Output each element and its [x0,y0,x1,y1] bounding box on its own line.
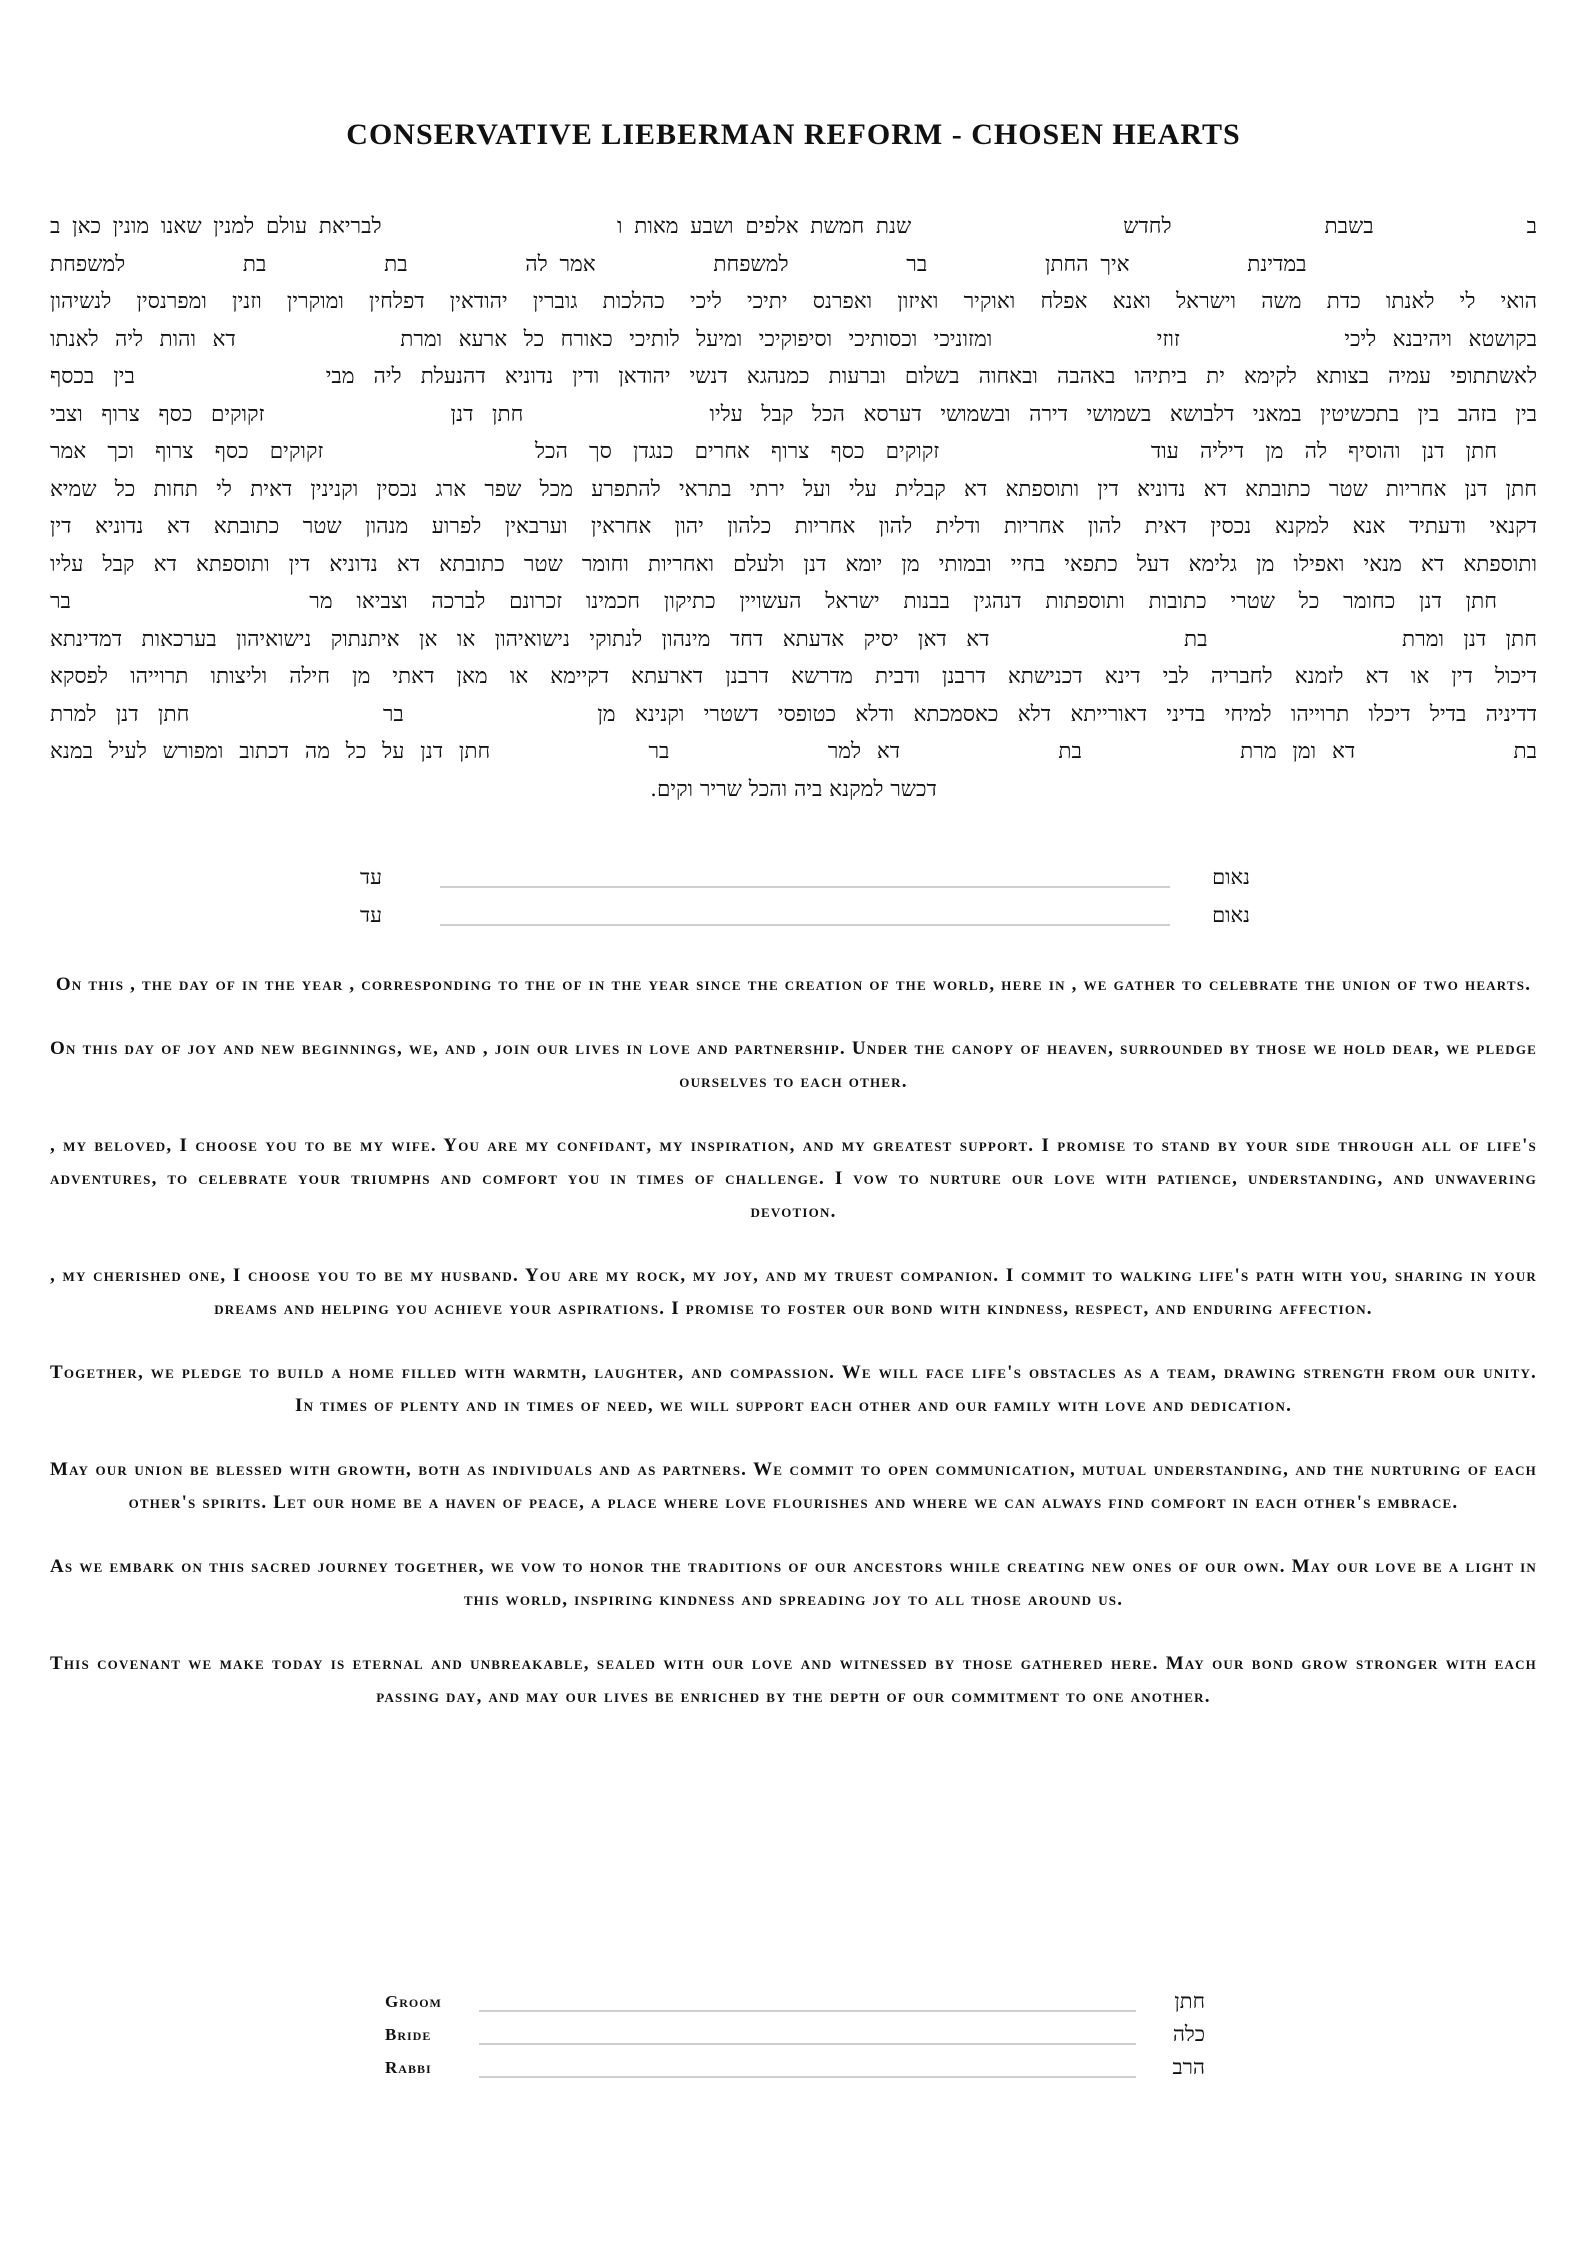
hebrew-line: בין בזהב בין בתכשיטין במאני דלבושא בשמושי דירה ובשמושי דערסא הכל קבל עליו חתן דנן זקוקים כסף צרוף וצבי [50,401,1537,427]
hebrew-line: דיכול דין או דא לזמנא לחבריה לבי דינא דכנישתא דרבנן ודבית מדרשא דרבנן דארעתא דקיימא או מאן דאתי מן חילה וליצותו תרוייהו לפסקא [50,664,1537,689]
signature-label-en: Groom [385,1991,442,2011]
hebrew-line: ב בשבת לחדש שנת חמשת אלפים ושבע מאות ו לבריאת עולם למנין שאנו מונין כאן ב [50,214,1537,239]
witness-signature-line[interactable] [440,866,1170,888]
hebrew-line: חתן דנן אחריות שטר כתובתא דא נדוניא דין ותוספתא דא קבלית עלי ועל ירתי בתראי להתפרע מכל שפר ארג נכסין וקנינין דאית לי תחות כל שמיא [50,476,1537,502]
witness-neum-label: נאום [1212,864,1250,889]
bride-signature-line[interactable] [479,2025,1136,2045]
hebrew-line: ותוספתא דא מנאי ואפילו מן גלימא דעל כתפאי בחיי ובמותי מן יומא דנן ולעלם ואחריות וחומר שטר כתובתא דא נדוניא דין ותוספתא דא קבל עליו [50,551,1537,577]
witness-row [360,858,1250,896]
english-paragraph-groom-vow: , my beloved, I choose you to be my wife. You are my confidant, my inspiration, and my greatest support. I promise to stand by your side through all of life's adventures, to celebrate your triumphs and comfort you in times of challenge. I vow to nurture our love with patience, understanding, and unwavering devotion. [50,1135,1537,1222]
hebrew-ketubah-text [50,208,1537,808]
witness-neum-label: נאום [1212,902,1250,927]
signature-label-en: Bride [385,2024,432,2044]
signature-label-he: חתן [1174,1989,1205,2013]
hebrew-line: במדינת איך החתן בר למשפחת אמר לה בת בת למשפחת [50,251,1537,277]
english-paragraph-bride-vow: , my cherished one, I choose you to be my husband. You are my rock, my joy, and my truest companion. I commit to walking life's path with you, sharing in your dreams and helping you achieve your aspirations. I promise to foster our bond with kindness, respect, and enduring affection. [50,1265,1537,1319]
witness-signatures [360,858,1250,934]
hebrew-line: חתן דנן ומרת בת דא דאן יסיק אדעתא דחד מינהון לנתוקי נישואיהון או אן איתנתוק נישואיהון בערכאות דמדינתא [50,626,1537,652]
witness-signature-line[interactable] [440,904,1170,926]
rabbi-signature-line[interactable] [479,2058,1136,2078]
signature-row-bride [385,2018,1205,2051]
signature-label-he: הרב [1172,2055,1205,2079]
hebrew-line: דקנאי ודעתיד אנא למקנא נכסין דאית להון אחריות ודלית להון אחריות כלהון יהון אחראין וערבאין לפרוע מנהון שטר כתובתא דא נדוניא דין [50,514,1537,539]
english-paragraph-together: Together, we pledge to build a home filled with warmth, laughter, and compassion. We will face life's obstacles as a team, drawing strength from our unity. In times of plenty and in times of need, we will support each other and our family with love and dedication. [50,1362,1537,1416]
witness-row [360,896,1250,934]
signature-label-en: Rabbi [385,2057,432,2077]
signature-block [385,1985,1205,2084]
english-paragraph-union: May our union be blessed with growth, both as individuals and as partners. We commit to open communication, mutual understanding, and the nurturing of each other's spirits. Let our home be a haven of peace, a place where love flourishes and where we can always find comfort in each other's embrace. [50,1459,1537,1513]
english-text [50,968,1537,1713]
document-title: CONSERVATIVE LIEBERMAN REFORM - CHOSEN HEARTS [346,118,1241,151]
hebrew-line: לאשתתופי עמיה בצותא לקימא ית ביתיהו באהבה ובאחוה בשלום וברעות כמנהגא דנשי יהודאן ודין נדוניא דהנעלת ליה מבי בין בכסף [50,364,1537,389]
hebrew-line: חתן דנן כחומר כל שטרי כתובות ותוספתות דנהגין בבנות ישראל העשויין כתיקון חכמינו זכרונם לברכה וצביאו מר בר [50,589,1497,614]
hebrew-line: בת דא ומן מרת בת דא למר בר חתן דנן על כל מה דכתוב ומפורש לעיל במנא [50,739,1537,764]
hebrew-line: חתן דנן והוסיף לה מן דיליה עוד זקוקים כסף צרוף אחרים כנגדן סך הכל זקוקים כסף צרוף וכך אמר [50,439,1497,464]
hebrew-line: הואי לי לאנתו כדת משה וישראל ואנא אפלח ואוקיר ואיזון ואפרנס יתיכי ליכי כהלכות גוברין יהודאין דפלחין ומוקרין וזנין ומפרנסין לנשיהון [50,289,1537,314]
english-paragraph-date: On this , the day of in the year , corresponding to the of in the year since the creation of the world, here in , we gather to celebrate the union of two hearts. [55,974,1532,995]
signature-row-groom [385,1985,1205,2018]
english-paragraph-intro: On this day of joy and new beginnings, we, and , join our lives in love and partnership. Under the canopy of heaven, surrounded by those we hold dear, we pledge ourselves to each other. [50,1038,1537,1092]
witness-ed-label: עד [360,902,382,927]
hebrew-line: בקושטא ויהיבנא ליכי זוזי ומזוניכי וכסותיכי וסיפוקיכי ומיעל לותיכי כאורח כל ארעא ומרת דא והות ליה לאנתו [50,326,1537,352]
groom-signature-line[interactable] [479,1992,1136,2012]
signature-row-rabbi [385,2051,1205,2084]
english-paragraph-covenant: This covenant we make today is eternal and unbreakable, sealed with our love and witnessed by those gathered here. May our bond grow stronger with each passing day, and may our lives be enriched by the depth of our commitment to one another. [50,1653,1537,1707]
signature-label-he: כלה [1172,2022,1205,2046]
english-paragraph-journey: As we embark on this sacred journey together, we vow to honor the traditions of our ancestors while creating new ones of our own. May our love be a light in this world, inspiring kindness and spreading joy to all those around us. [50,1556,1537,1610]
hebrew-line: דדיניה בדיל דיכלו תרוייהו למיחי בדיני דאורייתא דלא כאסמכתא ודלא כטופסי דשטרי וקנינא מן בר חתן דנן למרת [50,701,1537,727]
witness-ed-label: עד [360,864,382,889]
hebrew-line: דכשר למקנא ביה והכל שריר וקים. [650,776,937,802]
